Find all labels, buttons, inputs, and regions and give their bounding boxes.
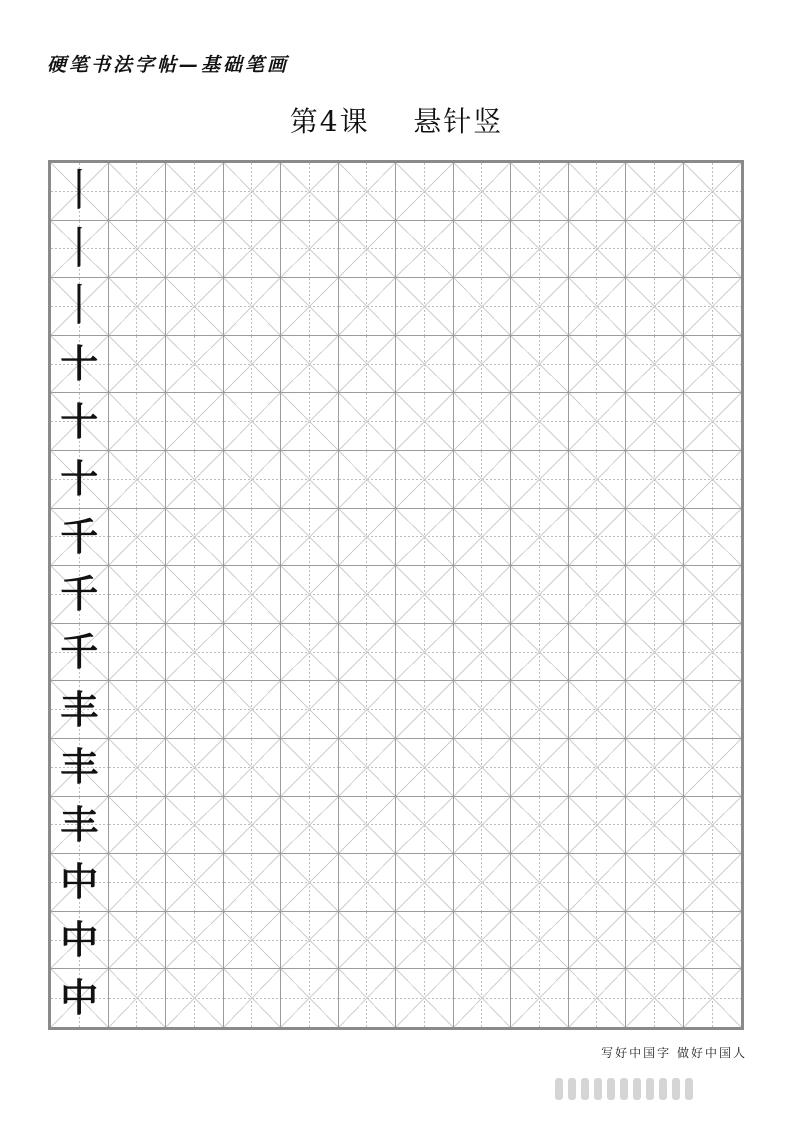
practice-cell [511,624,569,682]
practice-cell [109,163,167,221]
practice-cell [166,393,224,451]
practice-cell [454,566,512,624]
model-character: 千 [60,514,99,559]
model-cell [51,163,109,221]
practice-cell [109,854,167,912]
practice-cell [166,969,224,1027]
practice-cell [281,969,339,1027]
practice-cell [511,566,569,624]
practice-cell [569,566,627,624]
practice-cell [396,336,454,394]
practice-cell [454,336,512,394]
practice-cell [109,336,167,394]
practice-cell [511,336,569,394]
book-title: 硬笔书法字帖—基础笔画 [47,54,290,76]
model-character: 十 [60,342,99,387]
practice-cell [224,797,282,855]
practice-cell [511,912,569,970]
practice-cell [396,221,454,279]
practice-cell [339,278,397,336]
practice-cell [684,681,742,739]
practice-cell [109,797,167,855]
practice-cell [281,393,339,451]
practice-cell [569,681,627,739]
model-character: 中 [60,918,99,963]
practice-cell [626,797,684,855]
practice-cell [281,912,339,970]
practice-cell [339,969,397,1027]
practice-cell [511,797,569,855]
practice-cell [569,336,627,394]
practice-cell [396,566,454,624]
practice-cell [511,969,569,1027]
practice-cell [224,163,282,221]
practice-cell [339,451,397,509]
practice-cell [569,739,627,797]
practice-cell [339,739,397,797]
practice-cell [396,624,454,682]
practice-cell [166,451,224,509]
footer-slogan: 写好中国字 做好中国人 [601,1046,747,1060]
model-cell [51,393,109,451]
practice-cell [224,278,282,336]
practice-cell [224,393,282,451]
practice-cell [626,278,684,336]
practice-cell [166,912,224,970]
practice-cell [684,969,742,1027]
practice-cell [569,624,627,682]
practice-cell [339,912,397,970]
model-cell [51,278,109,336]
practice-cell [684,566,742,624]
practice-cell [454,509,512,567]
practice-cell [281,509,339,567]
practice-cell [684,336,742,394]
model-cell [51,681,109,739]
practice-cell [569,451,627,509]
practice-cell [109,739,167,797]
practice-cell [396,797,454,855]
practice-cell [396,451,454,509]
practice-cell [454,912,512,970]
model-cell [51,969,109,1027]
practice-cell [454,739,512,797]
practice-cell [684,509,742,567]
practice-cell [109,509,167,567]
practice-cell [626,912,684,970]
practice-cell [626,451,684,509]
practice-cell [626,854,684,912]
model-character: 丰 [60,745,99,790]
model-character: 中 [60,860,99,905]
practice-cell [511,854,569,912]
model-cell [51,854,109,912]
practice-cell [166,681,224,739]
practice-grid [48,160,744,1030]
practice-cell [684,854,742,912]
model-character: 十 [60,399,99,444]
practice-cell [224,509,282,567]
practice-cell [166,739,224,797]
practice-cell [166,163,224,221]
practice-cell [224,912,282,970]
practice-cell [454,451,512,509]
model-cell [51,624,109,682]
practice-cell [224,681,282,739]
practice-cell [684,739,742,797]
practice-cell [281,163,339,221]
model-character: 千 [60,572,99,617]
model-character: 丨 [57,222,102,274]
practice-cell [339,509,397,567]
practice-cell [166,278,224,336]
practice-cell [684,278,742,336]
practice-cell [339,624,397,682]
model-character: 中 [60,976,99,1021]
practice-cell [109,969,167,1027]
practice-cell [454,221,512,279]
practice-cell [224,969,282,1027]
practice-cell [454,681,512,739]
model-cell [51,509,109,567]
model-character: 千 [60,630,99,675]
model-cell [51,221,109,279]
practice-cell [109,566,167,624]
practice-cell [109,912,167,970]
practice-cell [224,739,282,797]
practice-cell [224,566,282,624]
practice-cell [166,566,224,624]
practice-cell [224,451,282,509]
model-cell [51,566,109,624]
practice-cell [339,854,397,912]
practice-cell [281,681,339,739]
practice-cell [166,624,224,682]
practice-cell [569,393,627,451]
practice-cell [684,624,742,682]
practice-cell [166,336,224,394]
practice-cell [511,221,569,279]
practice-cell [396,681,454,739]
practice-cell [281,624,339,682]
practice-cell [109,393,167,451]
practice-cell [224,221,282,279]
practice-cell [569,969,627,1027]
practice-cell [684,221,742,279]
practice-cell [626,566,684,624]
practice-cell [339,221,397,279]
practice-cell [109,451,167,509]
practice-cell [396,509,454,567]
practice-cell [109,221,167,279]
practice-cell [569,854,627,912]
practice-cell [454,393,512,451]
practice-cell [454,854,512,912]
practice-cell [626,624,684,682]
model-cell [51,739,109,797]
practice-cell [281,854,339,912]
practice-cell [339,336,397,394]
practice-cell [626,163,684,221]
practice-cell [454,278,512,336]
practice-cell [396,969,454,1027]
practice-cell [626,509,684,567]
practice-cell [109,278,167,336]
practice-cell [224,624,282,682]
practice-cell [569,278,627,336]
practice-cell [569,509,627,567]
practice-cell [569,912,627,970]
practice-cell [224,854,282,912]
practice-cell [396,163,454,221]
practice-cell [454,624,512,682]
practice-cell [166,797,224,855]
practice-cell [396,912,454,970]
practice-cell [166,509,224,567]
practice-cell [396,393,454,451]
practice-cell [684,163,742,221]
practice-cell [454,969,512,1027]
practice-cell [454,797,512,855]
practice-cell [511,451,569,509]
practice-cell [511,393,569,451]
practice-cell [224,336,282,394]
model-cell [51,912,109,970]
practice-cell [454,163,512,221]
practice-cell [511,163,569,221]
practice-cell [281,278,339,336]
practice-cell [281,221,339,279]
model-cell [51,451,109,509]
model-character: 丰 [60,687,99,732]
practice-cell [339,163,397,221]
practice-cell [511,278,569,336]
practice-cell [109,681,167,739]
practice-cell [511,739,569,797]
model-character: 丨 [57,165,102,217]
practice-cell [281,739,339,797]
practice-cell [339,566,397,624]
practice-cell [511,509,569,567]
practice-cell [166,221,224,279]
practice-cell [684,393,742,451]
practice-cell [281,797,339,855]
practice-cell [684,451,742,509]
practice-cell [626,221,684,279]
practice-cell [569,163,627,221]
model-cell [51,336,109,394]
practice-cell [281,336,339,394]
lesson-title: 第4课 悬针竖 [289,105,504,138]
practice-cell [166,854,224,912]
model-cell [51,797,109,855]
practice-cell [339,797,397,855]
practice-cell [684,797,742,855]
practice-cell [396,739,454,797]
practice-cell [281,451,339,509]
practice-cell [339,681,397,739]
practice-cell [396,854,454,912]
watermark-logo [555,1078,693,1100]
model-character: 十 [60,457,99,502]
practice-cell [626,393,684,451]
practice-cell [511,681,569,739]
practice-cell [626,739,684,797]
practice-cell [396,278,454,336]
practice-cell [626,336,684,394]
practice-cell [684,912,742,970]
practice-cell [626,681,684,739]
practice-cell [569,797,627,855]
practice-cell [281,566,339,624]
practice-cell [569,221,627,279]
model-character: 丨 [57,280,102,332]
practice-cell [339,393,397,451]
model-character: 丰 [60,802,99,847]
practice-cell [626,969,684,1027]
practice-cell [109,624,167,682]
